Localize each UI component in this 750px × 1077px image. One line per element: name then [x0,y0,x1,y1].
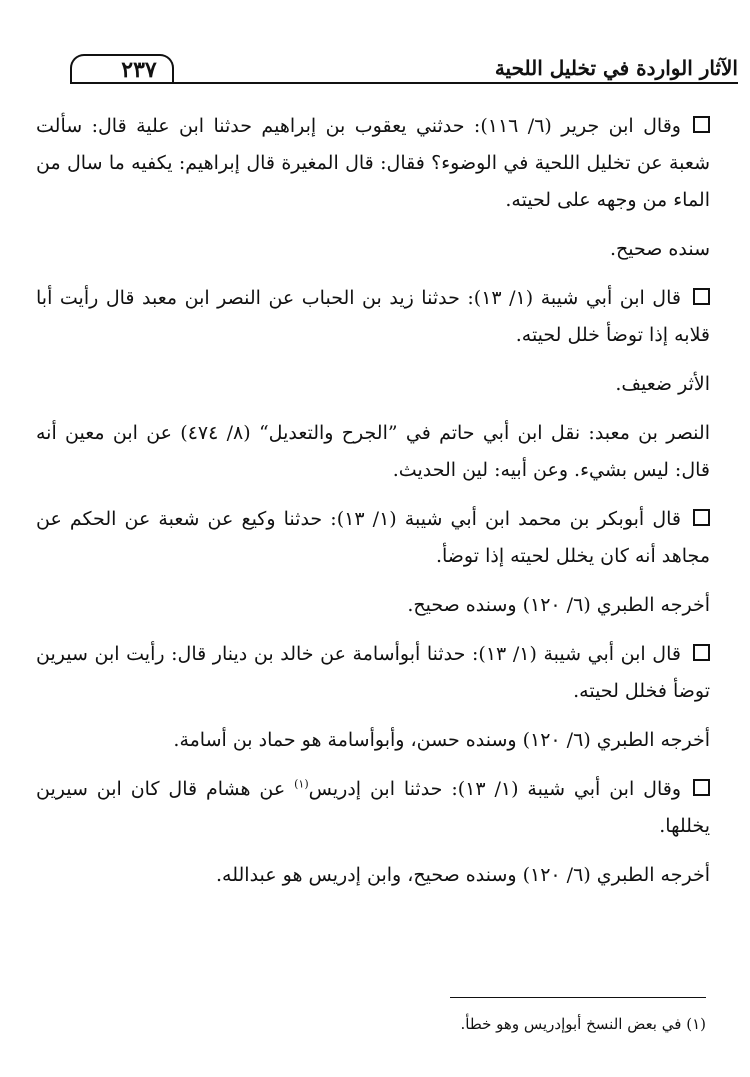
page-header [70,54,738,94]
paragraph: النصر بن معبد: نقل ابن أبي حاتم في ”الجرح والتعديل“ (٨/ ٤٧٤) عن ابن معين أنه قال: ليس بشيء. وعن أبيه: لين الحديث. [36,422,710,481]
running-title: الآثار الواردة في تخليل اللحية [494,56,738,80]
footnote-text: في بعض النسخ أبوإدريس وهو خطأ. [460,1015,682,1033]
paragraph: قال أبوبكر بن محمد ابن أبي شيبة (١/ ١٣): حدثنا وكيع عن شعبة عن الحكم عن مجاهد أنه كان يخلل لحيته إذا توضأ. [36,508,710,567]
paragraph: قال ابن أبي شيبة (١/ ١٣): حدثنا أبوأسامة عن خالد بن دينار قال: رأيت ابن سيرين توضأ فخلل لحيته. [36,643,710,702]
paragraph: الأثر ضعيف. [615,373,710,395]
square-bullet-icon [693,779,710,796]
page-body [36,108,710,894]
paragraph: أخرجه الطبري (٦/ ١٢٠) وسنده صحيح. [407,594,710,616]
paragraph: سنده صحيح. [609,238,710,260]
square-bullet-icon [693,509,710,526]
footnote [461,1014,707,1034]
footnote-reference[interactable]: (١) [294,777,309,791]
footnote-number: (١) [686,1015,706,1033]
paragraph: وقال ابن أبي شيبة (١/ ١٣): حدثنا ابن إدريس$^{(١)}$ عن هشام قال كان ابن سيرين يخللها. [36,777,710,837]
paragraph: قال ابن أبي شيبة (١/ ١٣): حدثنا زيد بن الحباب عن النصر ابن معبد قال رأيت أبا قلابه إذا توضأ خلل لحيته. [36,287,710,346]
square-bullet-icon [693,644,710,661]
header-rule [70,82,738,84]
page-number: ٢٣٧ [121,57,157,83]
square-bullet-icon [693,288,710,305]
footnote-separator [450,997,706,998]
paragraph: أخرجه الطبري (٦/ ١٢٠) وسنده حسن، وأبوأسامة هو حماد بن أسامة. [173,729,710,751]
paragraph: وقال ابن جرير (٦/ ١١٦): حدثني يعقوب بن إبراهيم حدثنا ابن علية قال: سألت شعبة عن تخليل اللحية في الوضوء؟ فقال: قال المغيرة قال إبراهيم: يكفيه ما سال من الماء من وجهه على لحيته. [36,115,710,211]
square-bullet-icon [693,116,710,133]
paragraph: أخرجه الطبري (٦/ ١٢٠) وسنده صحيح، وابن إدريس هو عبدالله. [215,864,710,886]
